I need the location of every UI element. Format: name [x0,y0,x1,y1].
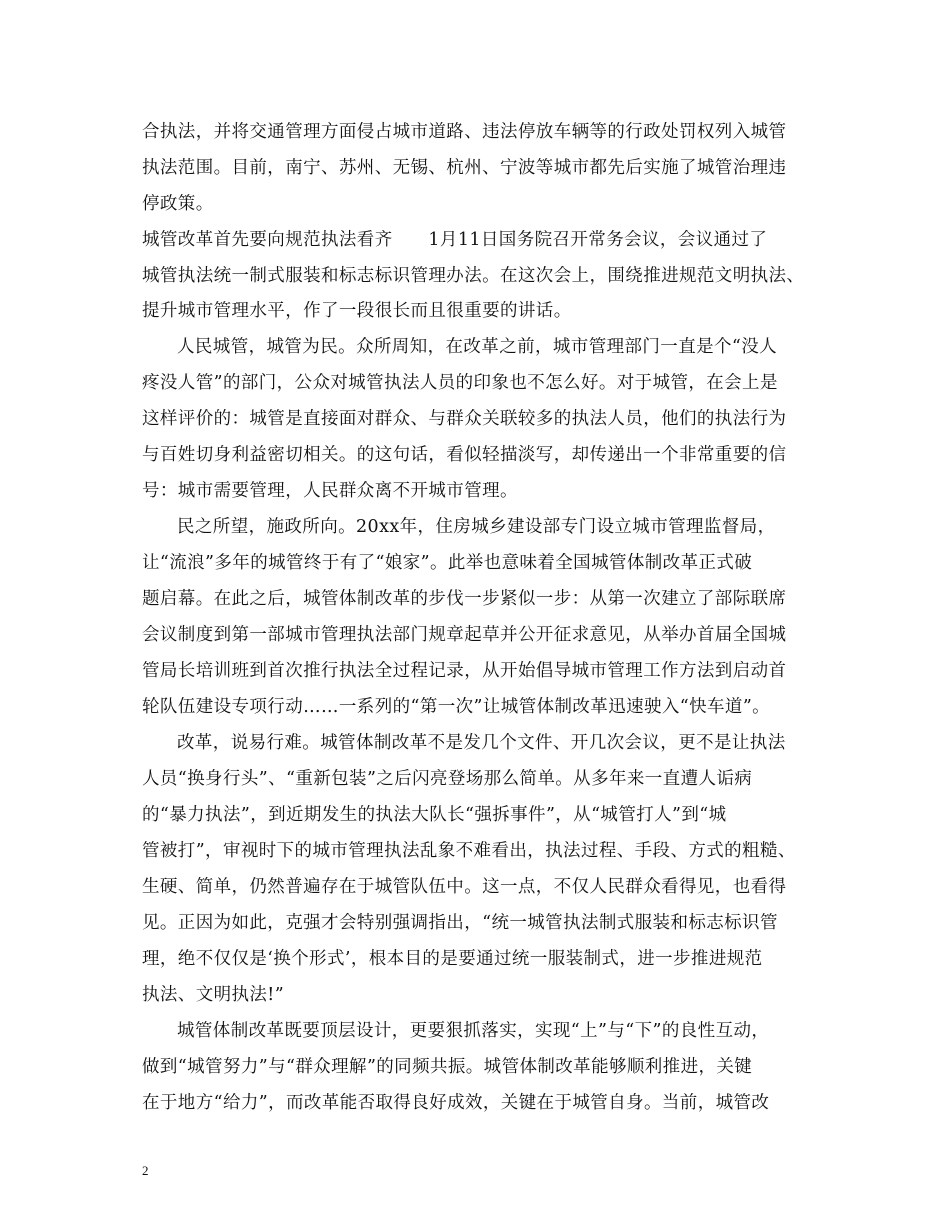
text-line: 人员“换身行头”、“重新包装”之后闪亮登场那么简单。从多年来一直遭人诟病 [142,769,753,789]
text-line: 理，绝不仅仅是‘换个形式’，根本目的是要通过统一服装制式，进一步推进规范 [142,949,763,969]
text-line: 轮队伍建设专项行动……一系列的“第一次”让城管体制改革迅速驶入“快车道”。 [142,697,771,717]
text-line: 号：城市需要管理，人民群众离不开城市管理。 [142,481,518,501]
page-number: 2 [142,1163,149,1178]
text-line: 执法范围。目前，南宁、苏州、无锡、杭州、宁波等城市都先后实施了城管治理违 [142,158,787,178]
text-line: 在于地方“给力”，而改革能否取得良好成效，关键在于城管自身。当前，城管改 [142,1093,770,1113]
text-line: 生硬、简单，仍然普遍存在于城管队伍中。这一点，不仅人民群众看得见，也看得 [142,877,787,897]
text-line: 执法、文明执法!” [142,985,285,1005]
text-line: 提升城市管理水平，作了一段很长而且很重要的讲话。 [142,301,572,321]
text-line: 让“流浪”多年的城管终于有了“娘家”。此举也意味着全国城管体制改革正式破 [142,553,753,573]
text-line: 会议制度到第一部城市管理执法部门规章起草并公开征求意见，从举办首届全国城 [142,625,787,645]
text-line: 题启幕。在此之后，城管体制改革的步伐一步紧似一步：从第一次建立了部际联席 [142,589,787,609]
text-line: 合执法，并将交通管理方面侵占城市道路、违法停放车辆等的行政处罚权列入城管 [142,122,787,142]
text-line: 的“暴力执法”，到近期发生的执法大队长“强拆事件”，从“城管打人”到“城 [142,805,727,825]
text-line: 人民城管，城管为民。众所周知，在改革之前，城市管理部门一直是个“没人 [177,337,778,357]
text-line: 管被打”，审视时下的城市管理执法乱象不难看出，执法过程、手段、方式的粗糙、 [142,841,796,861]
text-line: 疼没人管”的部门，公众对城管执法人员的印象也不怎么好。对于城管，在会上是 [142,373,778,393]
text-line: 停政策。 [142,194,214,214]
text-line: 做到“城管努力”与“群众理解”的同频共振。城管体制改革能够顺利推进，关键 [142,1057,753,1077]
text-line: 见。正因为如此，克强才会特别强调指出，“统一城管执法制式服装和标志标识管 [142,913,778,933]
text-line: 管局长培训班到首次推行执法全过程记录，从开始倡导城市管理工作方法到启动首 [142,661,787,681]
text-line: 改革，说易行难。城管体制改革不是发几个文件、开几次会议，更不是让执法 [177,733,786,753]
text-line: 与百姓切身利益密切相关。的这句话，看似轻描淡写，却传递出一个非常重要的信 [142,445,787,465]
text-line: 民之所望，施政所向。20xx年，住房城乡建设部专门设立城市管理监督局， [177,517,776,537]
text-line: 城管体制改革既要顶层设计，更要狠抓落实，实现“上”与“下”的良性互动， [177,1021,770,1041]
text-line: 这样评价的：城管是直接面对群众、与群众关联较多的执法人员，他们的执法行为 [142,409,787,429]
text-line: 城管执法统一制式服装和标志标识管理办法。在这次会上，围绕推进规范文明执法、 [142,266,805,286]
text-line: 城管改革首先要向规范执法看齐 1月11日国务院召开常务会议，会议通过了 [142,230,768,250]
